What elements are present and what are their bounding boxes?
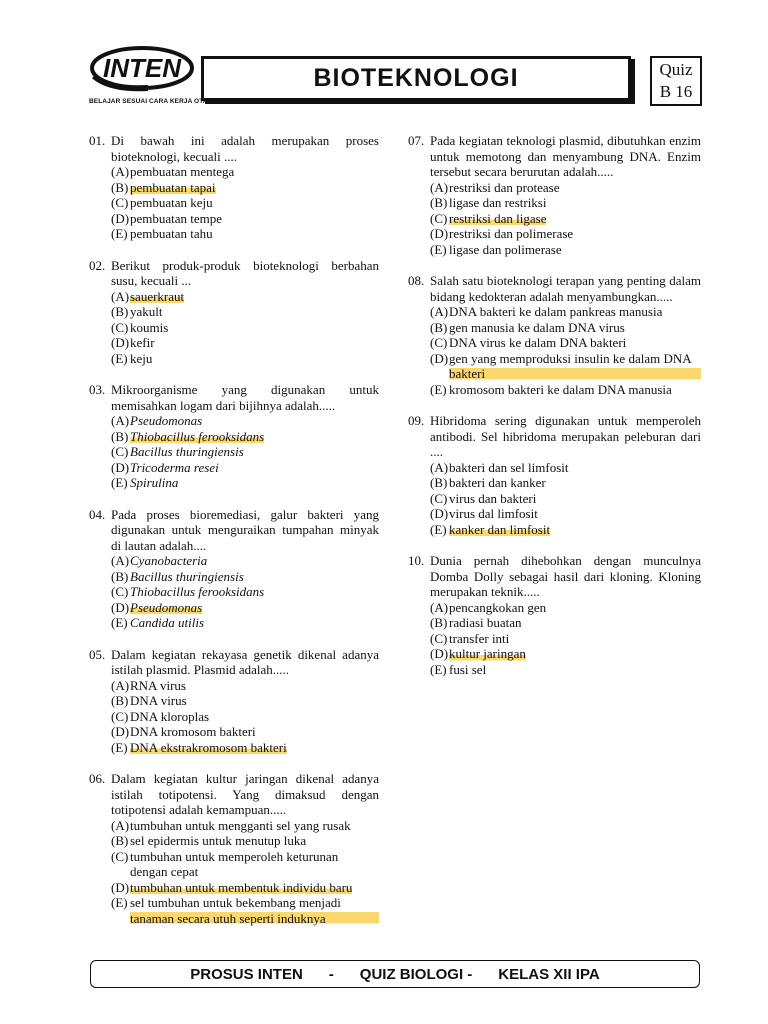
answer-option bbox=[111, 569, 379, 585]
option-text: RNA virus bbox=[130, 677, 186, 693]
option-text: restriksi dan polimerase bbox=[449, 226, 574, 241]
page-title: BIOTEKNOLOGI bbox=[313, 64, 519, 92]
option-label: (A) bbox=[111, 677, 130, 693]
question-number: 03. bbox=[89, 382, 106, 397]
answer-option bbox=[111, 335, 379, 351]
answer-option bbox=[111, 444, 379, 460]
option-text: ligase dan restriksi bbox=[449, 195, 547, 210]
answer-option bbox=[111, 413, 379, 429]
option-label: (D) bbox=[111, 879, 130, 895]
option-text: kromosom bakteri ke dalam DNA manusia bbox=[449, 381, 672, 397]
answer-option bbox=[430, 195, 701, 211]
option-label: (A) bbox=[430, 179, 449, 195]
option-label: (E) bbox=[430, 521, 447, 537]
option-text: fusi sel bbox=[449, 661, 487, 677]
logo-tagline: BELAJAR SESUAI CARA KERJA OTAK bbox=[89, 98, 213, 105]
question-stem: Berikut produk-produk bioteknologi berbahan susu, kecuali ... bbox=[111, 257, 379, 288]
answer-option bbox=[111, 709, 379, 725]
option-label: (B) bbox=[430, 195, 448, 210]
answer-option bbox=[111, 849, 379, 880]
option-label: (A) bbox=[430, 304, 449, 319]
answer-option bbox=[111, 164, 379, 180]
answer-option bbox=[430, 180, 701, 196]
question-item bbox=[89, 647, 379, 756]
answer-option bbox=[430, 600, 701, 616]
answer-option bbox=[430, 242, 701, 258]
question-body bbox=[430, 273, 701, 397]
option-label: (C) bbox=[430, 210, 448, 226]
option-label: (D) bbox=[111, 335, 130, 350]
footer-class: KELAS XII IPA bbox=[498, 965, 600, 983]
option-text: kultur jaringan bbox=[449, 646, 526, 661]
answer-option bbox=[111, 678, 379, 694]
option-text: ligase dan polimerase bbox=[449, 241, 562, 257]
option-text: pembuatan tempe bbox=[130, 210, 223, 226]
option-text: kefir bbox=[130, 335, 155, 350]
option-label: (D) bbox=[430, 350, 449, 366]
option-label: (D) bbox=[111, 599, 130, 615]
answer-option bbox=[430, 631, 701, 647]
answer-option bbox=[111, 304, 379, 320]
answer-option bbox=[111, 475, 379, 491]
question-body bbox=[111, 771, 379, 926]
quiz-label: Quiz bbox=[659, 60, 693, 79]
answer-option bbox=[111, 693, 379, 709]
question-stem: Di bawah ini adalah merupakan proses bioteknologi, kecuali .... bbox=[111, 133, 379, 164]
questions-right-column bbox=[408, 133, 701, 693]
question-body bbox=[430, 133, 701, 257]
option-text: virus dan bakteri bbox=[449, 490, 537, 506]
option-text: pencangkokan gen bbox=[449, 599, 547, 615]
answer-option bbox=[111, 600, 379, 616]
option-label: (A) bbox=[111, 413, 130, 428]
option-label: (B) bbox=[111, 568, 129, 584]
option-text: DNA kloroplas bbox=[130, 708, 210, 724]
option-text: Spirulina bbox=[130, 475, 179, 490]
option-label: (E) bbox=[430, 381, 447, 397]
question-stem: Dalam kegiatan kultur jaringan dikenal adanya istilah totipotensi. Yang dimaksud dengan totipotensi adalah kemampuan..... bbox=[111, 771, 379, 817]
answer-option bbox=[111, 429, 379, 445]
option-text: bakteri dan sel limfosit bbox=[449, 459, 569, 475]
option-label: (D) bbox=[430, 506, 449, 521]
option-label: (C) bbox=[111, 708, 129, 724]
question-number: 02. bbox=[89, 257, 106, 273]
answer-option bbox=[111, 724, 379, 740]
answer-option bbox=[430, 506, 701, 522]
question-item bbox=[408, 413, 701, 537]
question-item bbox=[89, 133, 379, 242]
option-text: Pseudomonas bbox=[130, 413, 203, 428]
answer-option bbox=[111, 740, 379, 756]
answer-option bbox=[111, 351, 379, 367]
question-body bbox=[111, 258, 379, 367]
question-number: 10. bbox=[408, 553, 425, 568]
answer-option bbox=[111, 615, 379, 631]
question-stem: Pada proses bioremediasi, galur bakteri yang digunakan untuk menguraikan tumpahan minyak di lautan adalah.... bbox=[111, 506, 379, 553]
option-label: (B) bbox=[111, 179, 129, 195]
option-label: (C) bbox=[430, 490, 448, 506]
question-body bbox=[430, 553, 701, 677]
answer-option bbox=[430, 335, 701, 351]
option-text: restriksi dan ligase bbox=[449, 210, 547, 226]
option-text: sel epidermis untuk menutup luka bbox=[130, 833, 307, 848]
option-text: DNA ekstrakromosom bakteri bbox=[130, 739, 287, 755]
answer-option bbox=[111, 195, 379, 211]
option-text: yakult bbox=[130, 304, 163, 319]
option-text: pembuatan mentega bbox=[130, 164, 235, 179]
option-label: (A) bbox=[111, 553, 130, 568]
question-item bbox=[89, 258, 379, 367]
option-label: (A) bbox=[111, 288, 130, 304]
option-text: pembuatan keju bbox=[130, 195, 213, 210]
answer-option bbox=[111, 320, 379, 336]
answer-option bbox=[111, 553, 379, 569]
option-label: (E) bbox=[111, 226, 128, 241]
question-item bbox=[89, 507, 379, 631]
option-label: (C) bbox=[111, 848, 129, 864]
answer-option bbox=[111, 289, 379, 305]
option-label: (C) bbox=[430, 630, 448, 646]
answer-option bbox=[111, 211, 379, 227]
option-text: Bacillus thuringiensis bbox=[130, 568, 244, 584]
footer-separator: - bbox=[328, 965, 334, 983]
option-label: (D) bbox=[111, 724, 130, 739]
questions-left-column bbox=[89, 133, 379, 942]
option-label: (E) bbox=[430, 241, 447, 257]
option-label: (B) bbox=[430, 475, 448, 490]
option-label: (E) bbox=[430, 661, 447, 677]
option-label: (A) bbox=[430, 459, 449, 475]
footer-banner bbox=[90, 960, 700, 988]
question-number: 04. bbox=[89, 506, 106, 522]
question-body bbox=[111, 647, 379, 756]
quiz-code-box bbox=[650, 56, 702, 106]
question-item bbox=[408, 553, 701, 677]
option-text: restriksi dan protease bbox=[449, 179, 560, 195]
option-label: (A) bbox=[111, 817, 130, 833]
option-text: Pseudomonas bbox=[130, 599, 203, 615]
question-number: 06. bbox=[89, 771, 106, 786]
option-label: (D) bbox=[111, 210, 130, 226]
option-text: tumbuhan untuk memperoleh keturunan dengan cepat bbox=[130, 848, 339, 879]
option-text: sauerkraut bbox=[130, 288, 185, 304]
question-stem: Pada kegiatan teknologi plasmid, dibutuhkan enzim untuk memotong dan menyambung DNA. Enzim tersebut secara berurutan adalah..... bbox=[430, 133, 701, 179]
answer-option bbox=[111, 818, 379, 834]
option-text: sel tumbuhan untuk bekembang menjadi tanaman secara utuh seperti induknya bbox=[130, 895, 379, 926]
option-label: (B) bbox=[430, 615, 448, 630]
option-label: (C) bbox=[430, 335, 448, 350]
option-text: koumis bbox=[130, 319, 169, 335]
answer-option bbox=[430, 320, 701, 336]
answer-option bbox=[430, 382, 701, 398]
option-label: (E) bbox=[111, 350, 128, 366]
question-item bbox=[89, 382, 379, 491]
option-text: transfer inti bbox=[449, 630, 510, 646]
option-label: (D) bbox=[430, 646, 449, 661]
answer-option bbox=[111, 226, 379, 242]
option-text: Tricoderma resei bbox=[130, 459, 219, 475]
option-text: gen manusia ke dalam DNA virus bbox=[449, 319, 625, 335]
footer-subject: QUIZ BIOLOGI - bbox=[359, 965, 473, 983]
option-label: (E) bbox=[111, 475, 128, 490]
option-text: DNA kromosom bakteri bbox=[130, 724, 256, 739]
option-text: gen yang memproduksi insulin ke dalam DNA bakteri bbox=[449, 351, 701, 382]
option-text: Candida utilis bbox=[130, 615, 205, 630]
option-label: (D) bbox=[430, 226, 449, 241]
option-label: (A) bbox=[111, 164, 130, 179]
option-text: virus dal limfosit bbox=[449, 506, 538, 521]
answer-option bbox=[111, 180, 379, 196]
option-text: Thiobacillus ferooksidans bbox=[130, 584, 265, 599]
option-text: DNA bakteri ke dalam pankreas manusia bbox=[449, 304, 663, 319]
option-text: keju bbox=[130, 350, 153, 366]
answer-option bbox=[430, 491, 701, 507]
option-label: (D) bbox=[111, 459, 130, 475]
option-text: tumbuhan untuk mengganti sel yang rusak bbox=[130, 817, 351, 833]
answer-option bbox=[430, 646, 701, 662]
quiz-code: B 16 bbox=[659, 82, 693, 101]
question-body bbox=[111, 133, 379, 242]
question-number: 01. bbox=[89, 133, 106, 148]
option-label: (B) bbox=[111, 304, 129, 319]
option-label: (C) bbox=[111, 319, 129, 335]
question-number: 08. bbox=[408, 273, 425, 288]
answer-option bbox=[430, 351, 701, 382]
answer-option bbox=[430, 211, 701, 227]
question-number: 09. bbox=[408, 413, 425, 428]
answer-option bbox=[430, 475, 701, 491]
answer-option bbox=[430, 615, 701, 631]
answer-option bbox=[111, 895, 379, 926]
answer-option bbox=[111, 460, 379, 476]
question-item bbox=[408, 273, 701, 397]
question-item bbox=[89, 771, 379, 926]
answer-option bbox=[430, 226, 701, 242]
option-label: (C) bbox=[111, 444, 129, 459]
option-text: Cyanobacteria bbox=[130, 553, 208, 568]
answer-option bbox=[111, 584, 379, 600]
option-label: (B) bbox=[111, 693, 129, 708]
answer-option bbox=[430, 460, 701, 476]
option-label: (E) bbox=[111, 895, 128, 910]
question-number: 07. bbox=[408, 133, 425, 148]
option-label: (B) bbox=[430, 319, 448, 335]
answer-option bbox=[111, 833, 379, 849]
question-body bbox=[430, 413, 701, 537]
option-label: (C) bbox=[111, 195, 129, 210]
option-text: pembuatan tapai bbox=[130, 179, 216, 195]
question-body bbox=[111, 507, 379, 631]
question-item bbox=[408, 133, 701, 257]
answer-option bbox=[430, 662, 701, 678]
question-stem: Mikroorganisme yang digunakan untuk memisahkan logam dari bijihnya adalah..... bbox=[111, 382, 379, 413]
option-label: (B) bbox=[111, 428, 129, 444]
answer-option bbox=[111, 880, 379, 896]
option-text: tumbuhan untuk membentuk individu baru bbox=[130, 879, 353, 895]
question-stem: Salah satu bioteknologi terapan yang penting dalam bidang kedokteran adalah menyambungkan..... bbox=[430, 273, 701, 304]
logo-text: INTEN bbox=[103, 53, 181, 83]
option-label: (E) bbox=[111, 615, 128, 630]
option-text: Thiobacillus ferooksidans bbox=[130, 428, 265, 444]
question-stem: Hibridoma sering digunakan untuk memperoleh antibodi. Sel hibridoma merupakan peleburan dari .... bbox=[430, 413, 701, 459]
option-text: DNA virus ke dalam DNA bakteri bbox=[449, 335, 627, 350]
question-stem: Dunia pernah dihebohkan dengan munculnya Domba Dolly sebagai hasil dari kloning. Kloning merupakan teknik..... bbox=[430, 553, 701, 599]
footer-program: PROSUS INTEN bbox=[190, 965, 303, 983]
option-label: (A) bbox=[430, 599, 449, 615]
option-text: pembuatan tahu bbox=[130, 226, 213, 241]
option-label: (B) bbox=[111, 833, 129, 848]
question-number: 05. bbox=[89, 646, 106, 662]
option-text: kanker dan limfosit bbox=[449, 521, 551, 537]
option-label: (C) bbox=[111, 584, 129, 599]
option-text: bakteri dan kanker bbox=[449, 475, 546, 490]
option-text: radiasi buatan bbox=[449, 615, 522, 630]
option-label: (E) bbox=[111, 739, 128, 755]
question-stem: Dalam kegiatan rekayasa genetik dikenal adanya istilah plasmid. Plasmid adalah..... bbox=[111, 646, 379, 677]
option-text: Bacillus thuringiensis bbox=[130, 444, 244, 459]
answer-option bbox=[430, 522, 701, 538]
answer-option bbox=[430, 304, 701, 320]
option-text: DNA virus bbox=[130, 693, 187, 708]
question-body bbox=[111, 382, 379, 491]
